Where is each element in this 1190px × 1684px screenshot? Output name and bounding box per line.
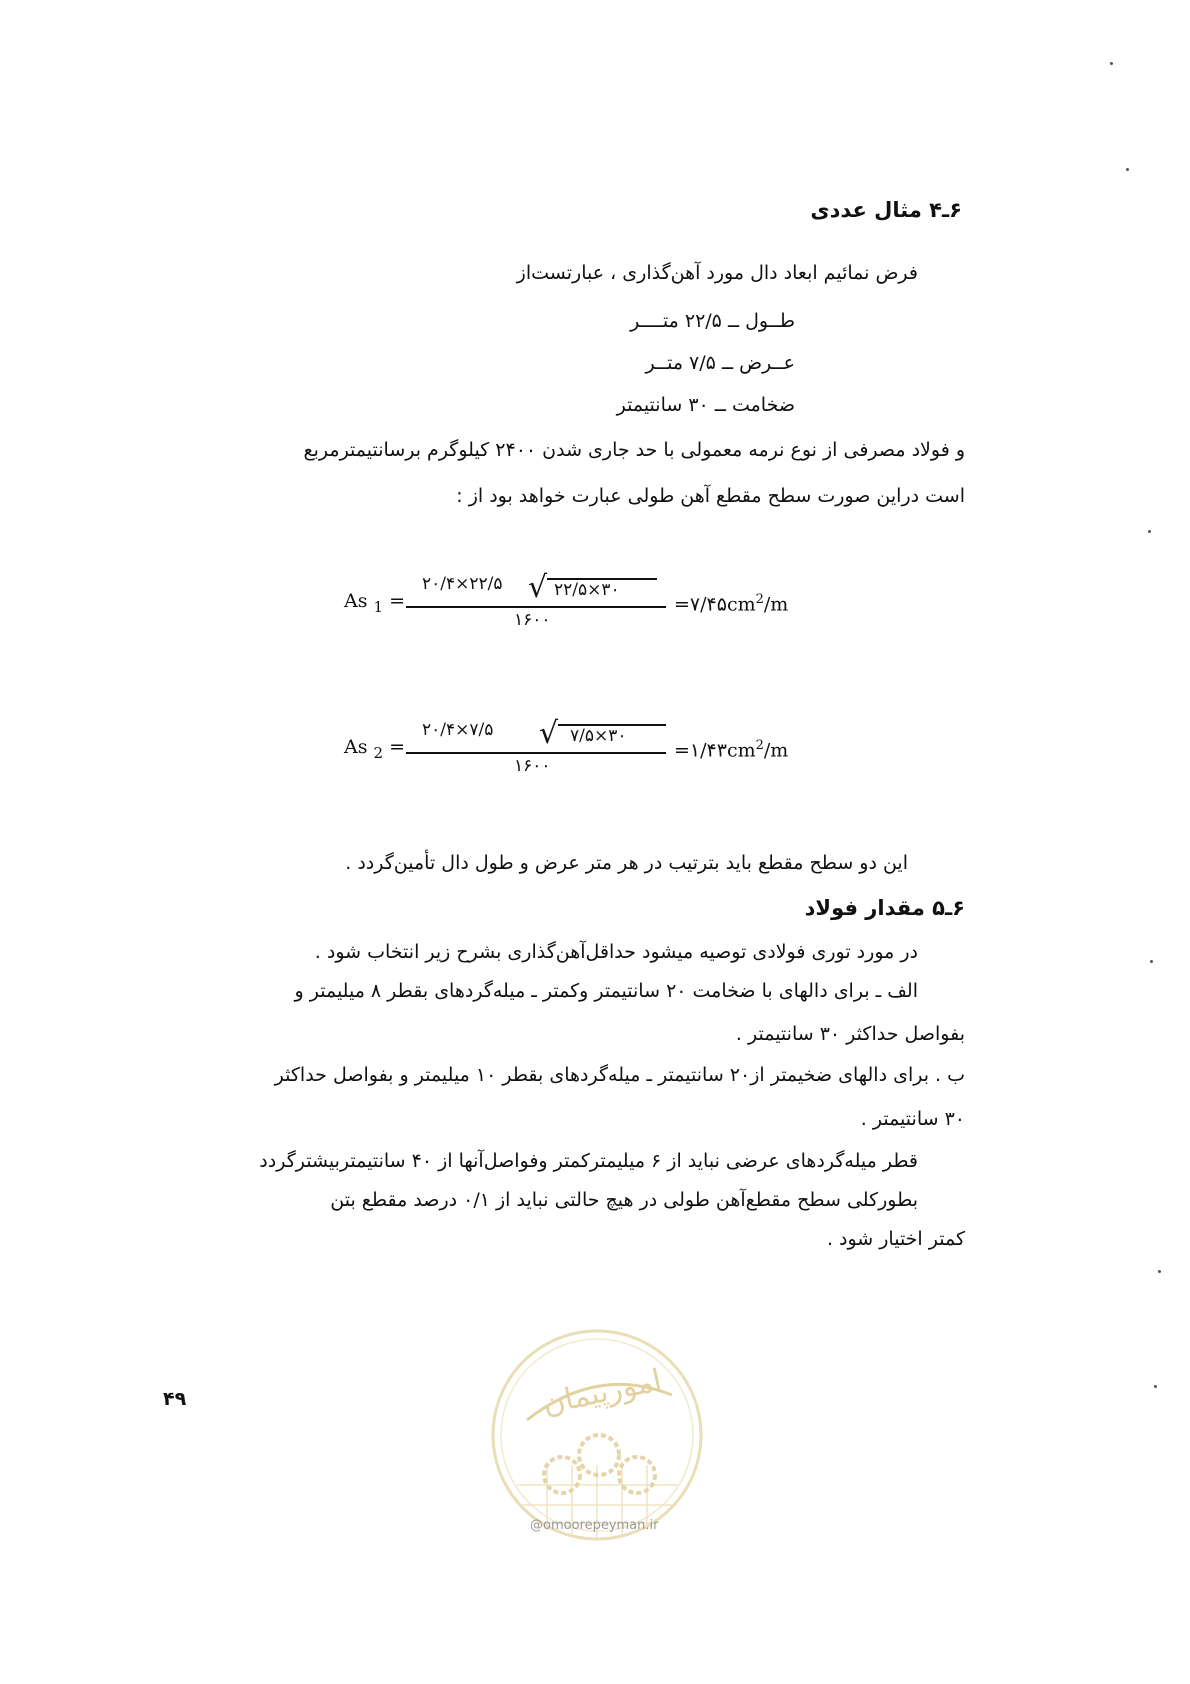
- dimension-length: طــول ــ ۲۲/۵ متــــر: [630, 310, 795, 332]
- equation-radicand: ۷/۵×۳۰: [570, 726, 627, 746]
- equation-radicand: ۲۲/۵×۳۰: [554, 580, 620, 600]
- equation-as2: [344, 718, 814, 788]
- page-number-label: ۴۹: [163, 1388, 187, 1410]
- equation-denominator: ۱۶۰۰: [514, 756, 551, 776]
- equation-unit-per-metre: /m: [763, 593, 789, 616]
- equation-numerator: ۲۰/۴×۲۲/۵: [422, 574, 503, 594]
- steel-amount-line-7: بطورکلی سطح مقطع‌آهن طولی در هیچ حالتی نباید از ۰/۱ درصد مقطع بتن: [330, 1189, 918, 1211]
- equation-unit-exponent: 2: [755, 738, 764, 753]
- fraction-line: [406, 752, 666, 754]
- steel-description-line-1: و فولاد مصرفی از نوع نرمه معمولی با حد جاری شدن ۲۴۰۰ کیلوگرم برسانتیمترمربع: [303, 439, 965, 461]
- equation-unit: cm: [726, 739, 756, 762]
- scan-speck: [1158, 1270, 1161, 1273]
- conclusion-paragraph: این دو سطح مقطع باید بترتیب در هر متر عرض و طول دال تأمین‌گردد .: [345, 852, 908, 874]
- scan-speck: [1154, 1385, 1157, 1388]
- steel-amount-line-6: قطر میله‌گردهای عرضی نباید از ۶ میلیمترکمتر وفواصل‌آنها از ۴۰ سانتیمتربیشترگردد: [259, 1150, 918, 1172]
- equation-result: =۷/۴۵: [674, 593, 727, 616]
- equation-denominator: ۱۶۰۰: [514, 610, 551, 630]
- section-heading-steel-amount: ۶ـ۵ مقدار فولاد: [804, 896, 965, 920]
- watermark-stamp: [487, 1325, 707, 1545]
- stamp-logo-icon: [487, 1325, 707, 1545]
- scan-speck: [1126, 168, 1129, 171]
- steel-amount-line-3: بفواصل حداکثر ۳۰ سانتیمتر .: [735, 1023, 965, 1045]
- scan-speck: [1148, 530, 1151, 533]
- sqrt-sign: √: [539, 716, 559, 751]
- equation-unit: cm: [726, 593, 756, 616]
- equation-as1: [344, 572, 814, 642]
- fraction-line: [406, 606, 666, 608]
- equation-subscript: 2: [373, 743, 384, 762]
- watermark-url: @omoorepeyman.ir: [530, 1518, 659, 1533]
- stamp-logo-text: امورپیمان: [539, 1362, 665, 1423]
- intro-paragraph: فرض نمائیم ابعاد دال مورد آهن‌گذاری ، عبارتست‌از: [516, 262, 918, 284]
- scan-speck: [1150, 960, 1153, 963]
- steel-description-line-2: است دراین صورت سطح مقطع آهن طولی عبارت خواهد بود از :: [456, 485, 965, 507]
- steel-amount-line-8: کمتر اختیار شود .: [826, 1228, 965, 1250]
- equation-unit-exponent: 2: [755, 592, 764, 607]
- sqrt-sign: √: [528, 570, 548, 605]
- equation-result: =۱/۴۳: [674, 739, 727, 762]
- equation-equals: =: [389, 590, 406, 612]
- equation-lhs: As: [344, 590, 368, 612]
- dimension-width: عــرض ــ ۷/۵ متــر: [645, 352, 795, 374]
- equation-unit-per-metre: /m: [763, 739, 789, 762]
- steel-amount-line-2: الف ـ برای دالهای با ضخامت ۲۰ سانتیمتر وکمتر ـ میله‌گردهای بقطر ۸ میلیمتر و: [294, 980, 918, 1002]
- equation-subscript: 1: [373, 597, 384, 616]
- equation-equals: =: [389, 736, 406, 758]
- dimension-thickness: ضخامت ــ ۳۰ سانتیمتر: [616, 394, 795, 416]
- steel-amount-line-4: ب . برای دالهای ضخیمتر از۲۰ سانتیمتر ـ میله‌گردهای بقطر ۱۰ میلیمتر و بفواصل حداکثر: [274, 1064, 965, 1086]
- section-heading-numerical-example: ۶ـ۴ مثال عددی: [810, 198, 962, 222]
- steel-amount-line-1: در مورد توری فولادی توصیه میشود حداقل‌آهن‌گذاری بشرح زیر انتخاب شود .: [314, 941, 918, 963]
- scan-speck: [1110, 62, 1113, 65]
- equation-numerator: ۲۰/۴×۷/۵: [422, 720, 494, 740]
- equation-lhs: As: [344, 736, 368, 758]
- steel-amount-line-5: ۳۰ سانتیمتر .: [860, 1108, 965, 1130]
